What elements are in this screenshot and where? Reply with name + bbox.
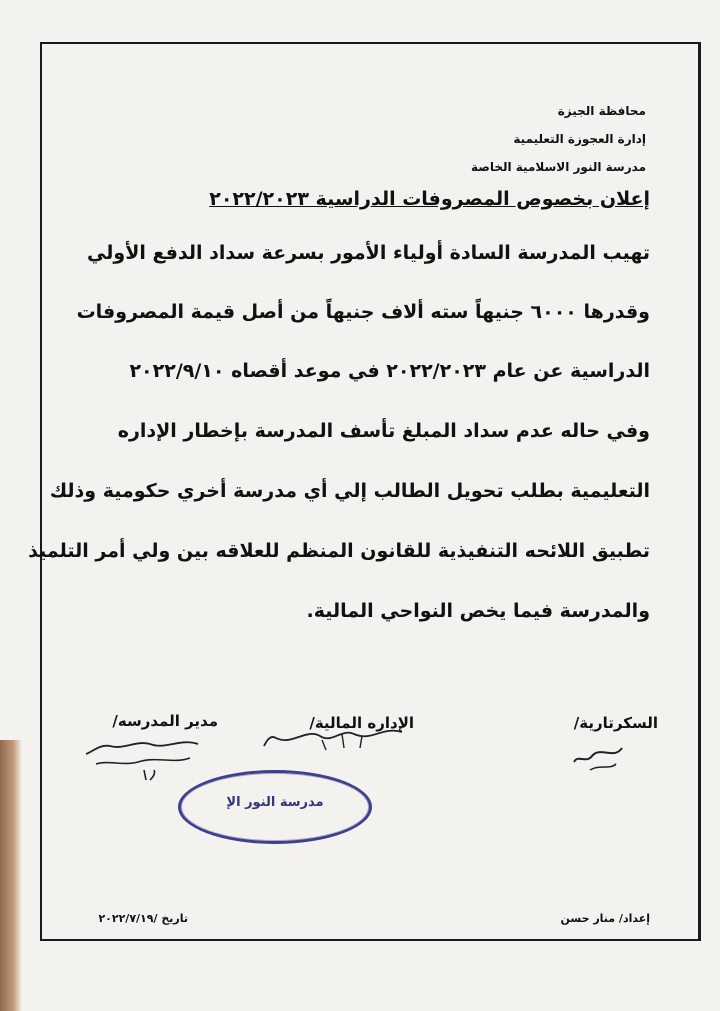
school-name-label: مدرسة النور الاسلامية الخاصة [470,160,646,174]
body-line: الدراسية عن عام ٢٠٢٢/٢٠٢٣ في موعد أقصاه ٢٠٢٢/٩/١٠ [129,360,650,382]
body-line: تهيب المدرسة السادة أولياء الأمور بسرعة سداد الدفع الأولي [87,242,650,264]
administration-label: إدارة العجوزة التعليمية [513,132,646,146]
document-date: تاريخ /٢٠٢٢/٧/١٩ [98,912,188,925]
stamp-text: مدرسة النور الإ [226,795,324,810]
secretary-handwritten-signature [570,740,630,780]
body-line: والمدرسة فيما يخص النواحي المالية. [306,600,650,622]
prepared-by-label: إعداد/ منار حسن [560,912,650,925]
governorate-label: محافظة الجيزة [557,104,646,118]
announcement-subject: إعلان بخصوص المصروفات الدراسية ٢٠٢٢/٢٠٢٣ [209,188,650,210]
finance-signature-label: الإداره المالية/ [309,714,414,732]
principal-handwritten-signature [80,734,210,784]
body-line: وفي حاله عدم سداد المبلغ تأسف المدرسة بإخطار الإداره [117,420,650,442]
principal-signature-label: مدير المدرسه/ [112,712,218,730]
body-line: تطبيق اللائحه التنفيذية للقانون المنظم للعلاقه بين ولي أمر التلميذ [28,540,650,562]
body-line: وقدرها ٦٠٠٠ جنيهاً سته ألاف جنيهاً من أصل قيمة المصروفات [76,301,650,323]
body-line: التعليمية بطلب تحويل الطالب إلي أي مدرسة أخري حكومية وذلك [49,480,650,502]
secretary-signature-label: السكرتارية/ [573,714,658,732]
school-stamp [178,770,372,844]
finance-handwritten-signature [262,722,412,758]
